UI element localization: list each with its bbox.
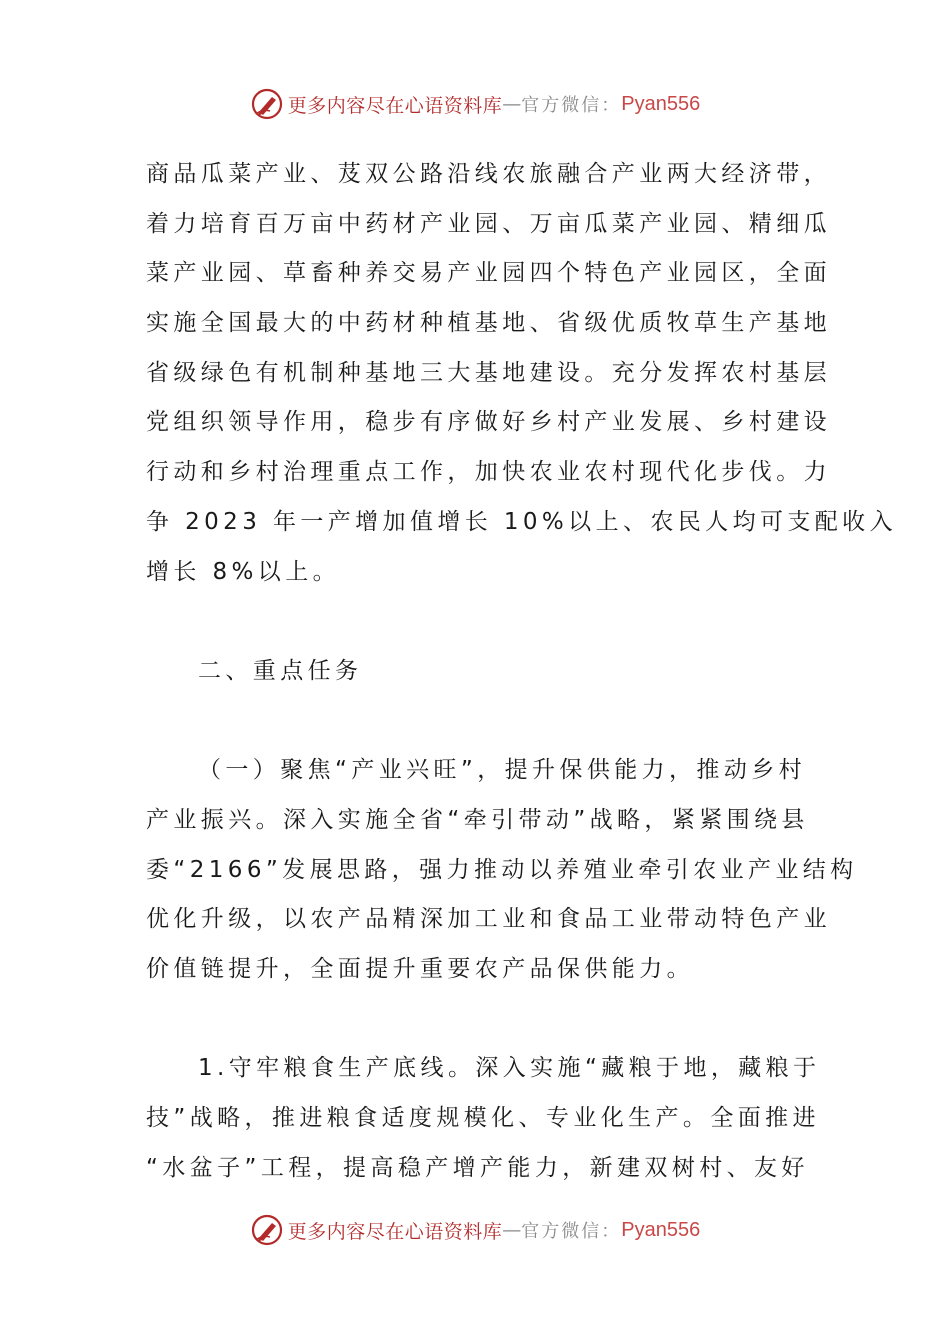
- paragraph-line: 价值链提升，全面提升重要农产品保供能力。: [146, 956, 694, 982]
- banner-wechat-id: Pyan556: [621, 1218, 701, 1241]
- header-banner: [0, 84, 950, 124]
- banner-dash: —: [502, 93, 522, 115]
- banner-title: 更多内容尽在心语资料库: [287, 1220, 503, 1243]
- banner-dash: —: [502, 1219, 522, 1241]
- banner-wechat-id: Pyan556: [621, 92, 701, 115]
- paragraph-line: 党组织领导作用，稳步有序做好乡村产业发展、乡村建设: [146, 409, 831, 436]
- blank-line: [146, 597, 806, 647]
- paragraph-line: 增长 8%以上。: [146, 558, 340, 585]
- footer-banner: [0, 1210, 950, 1250]
- paragraph-line: “水盆子”工程，提高稳产增产能力，新建双树村、友好: [146, 1154, 809, 1181]
- paragraph-line: 1.守牢粮食生产底线。深入实施“藏粮于地，藏粮于: [198, 1055, 821, 1082]
- paragraph-line: 行动和乡村治理重点工作，加快农业农村现代化步伐。力: [146, 459, 831, 486]
- blank-line: [146, 995, 806, 1045]
- paragraph-line: 产业振兴。深入实施全省“牵引带动”战略，紧紧围绕县: [146, 806, 809, 833]
- banner-title: 更多内容尽在心语资料库: [287, 94, 503, 117]
- pen-logo-icon: [250, 1213, 284, 1247]
- paragraph-line: 着力培育百万亩中药材产业园、万亩瓜菜产业园、精细瓜: [146, 210, 831, 237]
- banner-wechat-label: 官方微信：: [521, 1221, 622, 1242]
- paragraph-line: 优化升级，以农产品精深加工业和食品工业带动特色产业: [146, 906, 831, 933]
- paragraph-line: 委“2166”发展思路，强力推动以养殖业牵引农业产业结构: [146, 856, 858, 883]
- document-body: [146, 150, 897, 1193]
- paragraph-line: （一）聚焦“产业兴旺”，提升保供能力，推动乡村: [198, 757, 807, 784]
- paragraph-line: 技”战略，推进粮食适度规模化、专业化生产。全面推进: [146, 1105, 820, 1132]
- paragraph-line: 省级绿色有机制种基地三大基地建设。充分发挥农村基层: [146, 359, 831, 386]
- blank-line: [146, 697, 806, 747]
- paragraph-line: 实施全国最大的中药材种植基地、省级优质牧草生产基地: [146, 310, 831, 337]
- paragraph-line: 菜产业园、草畜种养交易产业园四个特色产业园区，全面: [146, 260, 831, 287]
- section-heading: 二、重点任务: [198, 657, 363, 684]
- paragraph-line: 商品瓜菜产业、芨双公路沿线农旅融合产业两大经济带，: [146, 161, 831, 187]
- banner-wechat-label: 官方微信：: [521, 95, 622, 116]
- paragraph-line: 争 2023 年一产增加值增长 10%以上、农民人均可支配收入: [146, 508, 897, 535]
- pen-logo-icon: [250, 87, 284, 121]
